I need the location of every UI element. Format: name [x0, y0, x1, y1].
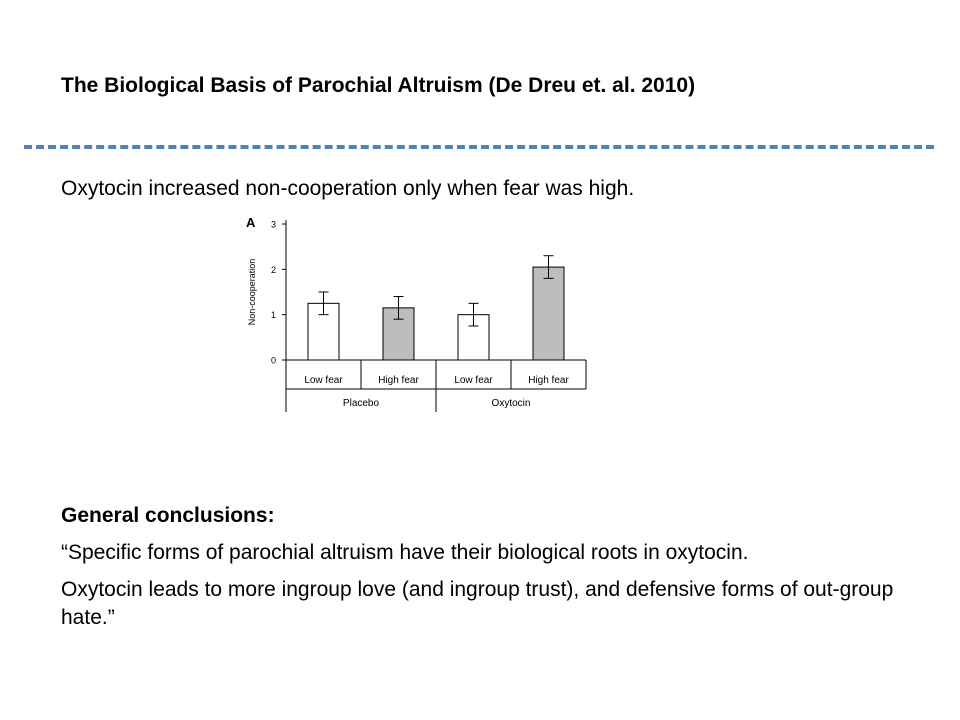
category-label-1: High fear: [378, 375, 419, 386]
slide-title: The Biological Basis of Parochial Altruism (De Dreu et. al. 2010): [61, 74, 696, 97]
group-label-1: Oxytocin: [491, 398, 531, 409]
non-cooperation-bar-chart: [238, 212, 598, 417]
conclusions-heading: General conclusions:: [61, 504, 275, 527]
category-label-0: Low fear: [304, 375, 343, 386]
y-axis-label: Non-cooperation: [247, 258, 257, 326]
conclusions-block: [61, 502, 921, 641]
bar-3: [533, 267, 564, 360]
y-tick-label-0: 0: [270, 355, 276, 366]
panel-label: A: [246, 215, 256, 230]
y-tick-label-3: 3: [270, 219, 276, 230]
y-tick-label-1: 1: [270, 310, 276, 321]
dashed-divider: [24, 145, 934, 149]
slide-subtitle: Oxytocin increased non-cooperation only when fear was high.: [61, 177, 635, 200]
conclusion-line-1: “Specific forms of parochial altruism have their biological roots in oxytocin.: [61, 541, 749, 564]
category-label-2: Low fear: [454, 375, 493, 386]
group-label-0: Placebo: [342, 398, 380, 409]
category-label-3: High fear: [528, 375, 569, 386]
y-tick-label-2: 2: [270, 264, 276, 275]
conclusion-line-2: Oxytocin leads to more ingroup love (and ingroup trust), and defensive forms of out-group hate.”: [61, 578, 894, 629]
